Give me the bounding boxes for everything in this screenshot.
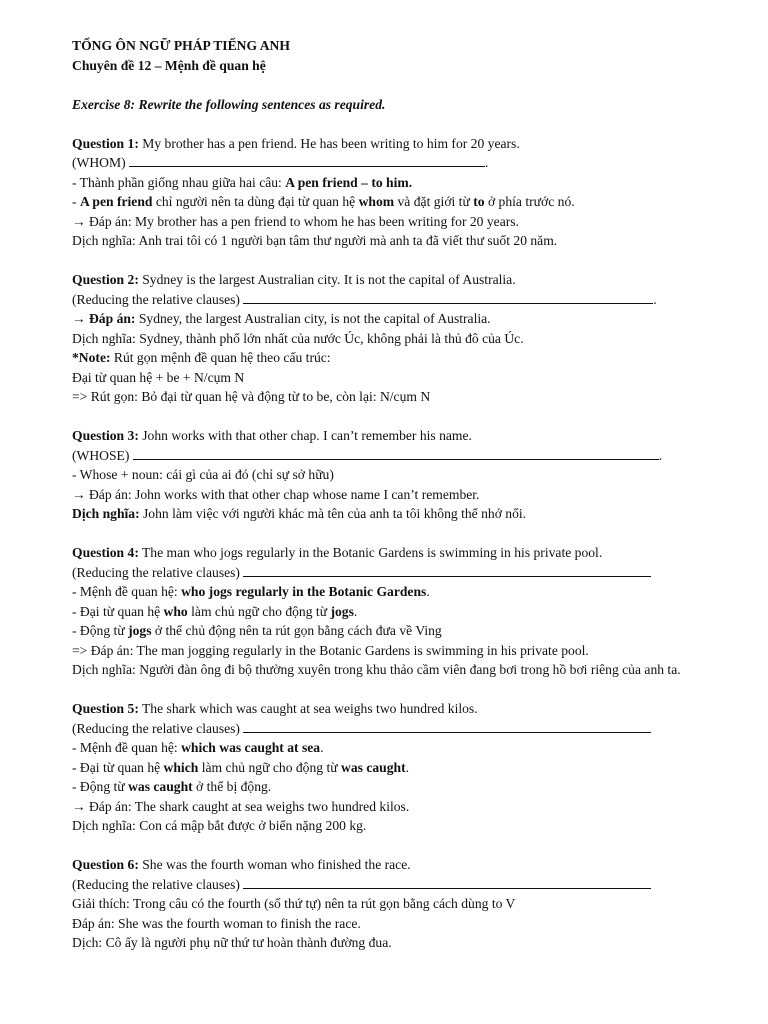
answer-text: → Đáp án: My brother has a pen friend to whom he has been writing for 20 years.: [72, 213, 519, 229]
explanation-text: - Whose + noun: cái gì của ai đó (chỉ sự sở hữu): [72, 467, 334, 482]
answer-line: [72, 563, 712, 583]
answer-line: [72, 719, 712, 739]
page-subtitle: Chuyên đề 12 – Mệnh đề quan hệ: [72, 57, 266, 73]
answer-text: Đáp án: She was the fourth woman to finish the race.: [72, 915, 361, 931]
question-text: She was the fourth woman who finished the race.: [138, 857, 411, 872]
text: -: [72, 194, 80, 209]
explanation-line: [72, 602, 712, 622]
question-label: Question 2:: [72, 272, 139, 287]
bold-text: was caught: [128, 779, 193, 794]
text: Rút gọn mệnh đề quan hệ theo cấu trúc:: [110, 350, 331, 365]
bold-text: jogs: [330, 603, 354, 619]
prompt-label: (WHOM): [72, 155, 130, 170]
translation-text: Dịch: Cô ấy là người phụ nữ thứ tư hoàn thành đường đua.: [72, 935, 392, 950]
question-text: My brother has a pen friend. He has been writing to him for 20 years.: [138, 135, 520, 151]
text: - Mệnh đề quan hệ:: [72, 584, 182, 599]
formula-text: Đại từ quan hệ + be + N/cụm N: [72, 369, 245, 385]
question-label: Question 1:: [72, 135, 139, 151]
document-page: [72, 36, 712, 953]
answer-text: → Đáp án: John works with that other chap whose name I can’t remember.: [72, 486, 480, 502]
explanation-line: [72, 621, 712, 641]
answer-line: (Reducing the relative clauses) .: [72, 291, 657, 307]
answer-blank[interactable]: [243, 719, 651, 733]
text: Sydney, the largest Australian city, is not the capital of Australia.: [135, 311, 491, 326]
explanation-line: [72, 758, 712, 778]
page-title: TỔNG ÔN NGỮ PHÁP TIẾNG ANH: [72, 38, 290, 53]
bold-text: A pen friend: [79, 194, 153, 209]
bold-text: which was caught at sea: [181, 740, 321, 755]
answer-blank[interactable]: [243, 290, 653, 304]
answer-blank[interactable]: [129, 153, 485, 167]
question-text: Sydney is the largest Australian city. It is not the capital of Australia.: [138, 272, 516, 287]
text: ở thể chủ động nên ta rút gọn bằng cách đưa về Ving: [151, 623, 442, 638]
answer-blank[interactable]: [243, 875, 651, 889]
question-label: Question 4:: [72, 545, 139, 560]
text: - Thành phần giống nhau giữa hai câu:: [72, 174, 286, 190]
bold-text: A pen friend – to him.: [285, 174, 413, 190]
exercise-heading: Exercise 8: Rewrite the following sentences as required.: [72, 96, 386, 112]
text: và đặt giới từ: [394, 194, 474, 209]
text: - Động từ: [72, 779, 129, 794]
answer-line: (WHOM) .: [72, 155, 489, 170]
question-4: [72, 543, 712, 563]
explanation-line: [72, 192, 712, 212]
bold-text: whom: [358, 194, 395, 209]
bold-text: which: [163, 759, 199, 775]
translation-text: Dịch nghĩa: Con cá mập bắt được ở biển nặng 200 kg.: [72, 818, 367, 833]
answer-text: → Đáp án: The shark caught at sea weighs two hundred kilos.: [72, 798, 410, 814]
bold-text: Dịch nghĩa:: [72, 506, 140, 521]
text: làm chủ ngữ cho động từ: [187, 603, 331, 619]
note-line: [72, 348, 712, 368]
prompt-label: (Reducing the relative clauses): [72, 720, 244, 736]
answer-text: => Đáp án: The man jogging regularly in the Botanic Gardens is swimming in his private pool.: [72, 642, 589, 658]
text: - Đại từ quan hệ: [72, 759, 164, 775]
answer-blank[interactable]: [133, 446, 659, 460]
question-2: [72, 270, 712, 290]
question-text: John works with that other chap. I can’t remember his name.: [138, 428, 472, 443]
question-6: [72, 855, 712, 875]
answer-line: [72, 875, 712, 895]
question-3: [72, 426, 712, 446]
bold-text: → Đáp án:: [72, 311, 136, 326]
text: làm chủ ngữ cho động từ: [198, 759, 342, 775]
explanation-line: [72, 173, 712, 193]
question-label: Question 3:: [72, 428, 139, 443]
answer-text: [72, 309, 712, 329]
bold-text: was caught: [341, 759, 406, 775]
result-text: => Rút gọn: Bỏ đại từ quan hệ và động từ to be, còn lại: N/cụm N: [72, 389, 431, 404]
text: .: [405, 759, 410, 775]
translation-text: Dịch nghĩa: Người đàn ông đi bộ thường xuyên trong khu thảo cầm viên đang bơi trong hồ bơi riêng của anh ta.: [72, 662, 681, 677]
prompt-label: (Reducing the relative clauses): [72, 291, 244, 307]
question-text: The shark which was caught at sea weighs two hundred kilos.: [138, 701, 478, 716]
text: John làm việc với người khác mà tên của anh ta tôi không thể nhớ nổi.: [139, 506, 527, 521]
question-5: [72, 699, 712, 719]
question-1: [72, 134, 712, 154]
bold-text: who: [163, 603, 188, 619]
text: - Đại từ quan hệ: [72, 603, 164, 619]
text: chỉ người nên ta dùng đại từ quan hệ: [152, 194, 359, 209]
prompt-label: (Reducing the relative clauses): [72, 564, 244, 580]
translation-text: Dịch nghĩa: Sydney, thành phố lớn nhất của nước Úc, không phải là thủ đô của Úc.: [72, 330, 524, 346]
text: - Động từ: [72, 623, 129, 638]
text: - Mệnh đề quan hệ:: [72, 740, 182, 755]
translation-text: [72, 504, 712, 524]
text: ở thể bị động.: [192, 779, 272, 794]
explanation-line: [72, 582, 712, 602]
bold-text: to: [473, 194, 485, 209]
explanation-text: Giải thích: Trong câu có the fourth (số thứ tự) nên ta rút gọn bằng cách dùng to V: [72, 896, 516, 911]
bold-text: jogs: [128, 623, 152, 638]
explanation-line: [72, 777, 712, 797]
text: .: [353, 603, 358, 619]
text: ở phía trước nó.: [484, 194, 575, 209]
answer-line: (WHOSE) .: [72, 447, 663, 463]
prompt-label: (WHOSE): [72, 447, 133, 463]
bold-text: who jogs regularly in the Botanic Gardens: [181, 584, 427, 599]
text: .: [320, 740, 324, 755]
explanation-line: [72, 738, 712, 758]
note-label: *Note:: [72, 350, 111, 365]
question-text: The man who jogs regularly in the Botanic Gardens is swimming in his private pool.: [138, 545, 603, 560]
translation-text: Dịch nghĩa: Anh trai tôi có 1 người bạn tâm thư người mà anh ta đã viết thư suốt 20 năm.: [72, 233, 558, 248]
question-label: Question 6:: [72, 857, 139, 872]
prompt-label: (Reducing the relative clauses): [72, 876, 244, 892]
question-label: Question 5:: [72, 701, 139, 716]
answer-blank[interactable]: [243, 563, 651, 577]
text: .: [426, 584, 430, 599]
